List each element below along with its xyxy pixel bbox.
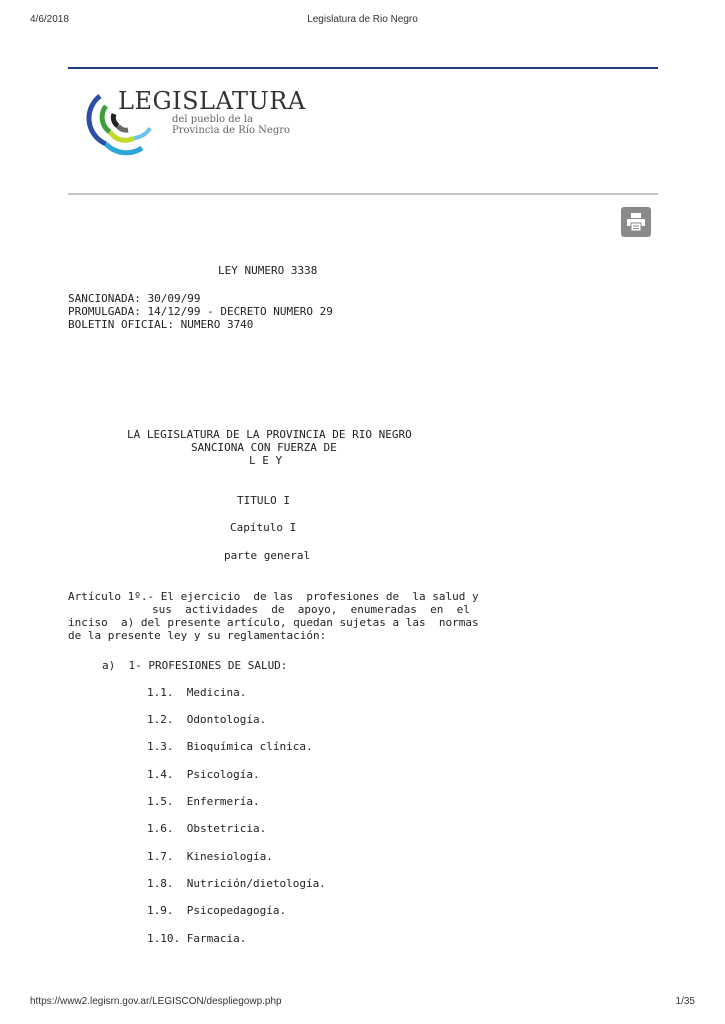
print-footer bbox=[0, 996, 725, 1010]
logo-main-text: LEGISLATURA bbox=[118, 87, 306, 115]
printer-icon bbox=[626, 212, 646, 232]
list-item: 1.2. Odontología. bbox=[147, 713, 267, 726]
article1-line2: sus actividades de apoyo, enumeradas en el bbox=[152, 603, 470, 616]
print-date: 4/6/2018 bbox=[30, 14, 69, 25]
list-item: 1.9. Psicopedagogía. bbox=[147, 904, 287, 917]
list-item: 1.3. Bioquímica clínica. bbox=[147, 740, 313, 753]
article1-line4: de la presente ley y su reglamentación: bbox=[68, 629, 327, 642]
top-rule bbox=[68, 67, 658, 69]
preamble-line2: SANCIONA CON FUERZA DE bbox=[191, 441, 337, 454]
print-header bbox=[0, 14, 725, 28]
list-item: 1.10. Farmacia. bbox=[147, 932, 247, 945]
parte-heading: parte general bbox=[224, 549, 311, 562]
list-item: 1.7. Kinesiología. bbox=[147, 850, 273, 863]
titulo-heading: TITULO I bbox=[237, 494, 290, 507]
capitulo-heading: Capítulo I bbox=[230, 521, 297, 534]
page-number: 1/35 bbox=[675, 996, 695, 1007]
list-item: 1.1. Medicina. bbox=[147, 686, 247, 699]
list-item: 1.6. Obstetricia. bbox=[147, 822, 267, 835]
list-item: 1.8. Nutrición/dietología. bbox=[147, 877, 326, 890]
list-item: 1.4. Psicología. bbox=[147, 768, 260, 781]
logo-subtitle-line1: del pueblo de la bbox=[172, 114, 253, 125]
promulgada-line: PROMULGADA: 14/12/99 - DECRETO NUMERO 29 bbox=[68, 305, 333, 318]
section-a-heading: a) 1- PROFESIONES DE SALUD: bbox=[102, 659, 288, 672]
legislatura-logo bbox=[84, 84, 304, 156]
print-title: Legislatura de Rio Negro bbox=[307, 14, 418, 25]
preamble-line1: LA LEGISLATURA DE LA PROVINCIA DE RIO NEGRO bbox=[127, 428, 412, 441]
boletin-line: BOLETIN OFICIAL: NUMERO 3740 bbox=[68, 318, 254, 331]
page-url: https://www2.legisrn.gov.ar/LEGISCON/despliegowp.php bbox=[30, 996, 282, 1007]
article1-line3: inciso a) del presente artículo, quedan sujetas a las normas bbox=[68, 616, 479, 629]
print-button[interactable] bbox=[621, 207, 651, 237]
preamble-line3: L E Y bbox=[249, 454, 283, 467]
sancionada-line: SANCIONADA: 30/09/99 bbox=[68, 292, 201, 305]
list-item: 1.5. Enfermería. bbox=[147, 795, 260, 808]
law-title: LEY NUMERO 3338 bbox=[218, 264, 318, 277]
logo-subtitle-line2: Provincia de Río Negro bbox=[172, 125, 291, 136]
header-divider bbox=[68, 193, 658, 195]
article1-line1: Artículo 1º.- El ejercicio de las profesiones de la salud y bbox=[68, 590, 479, 603]
